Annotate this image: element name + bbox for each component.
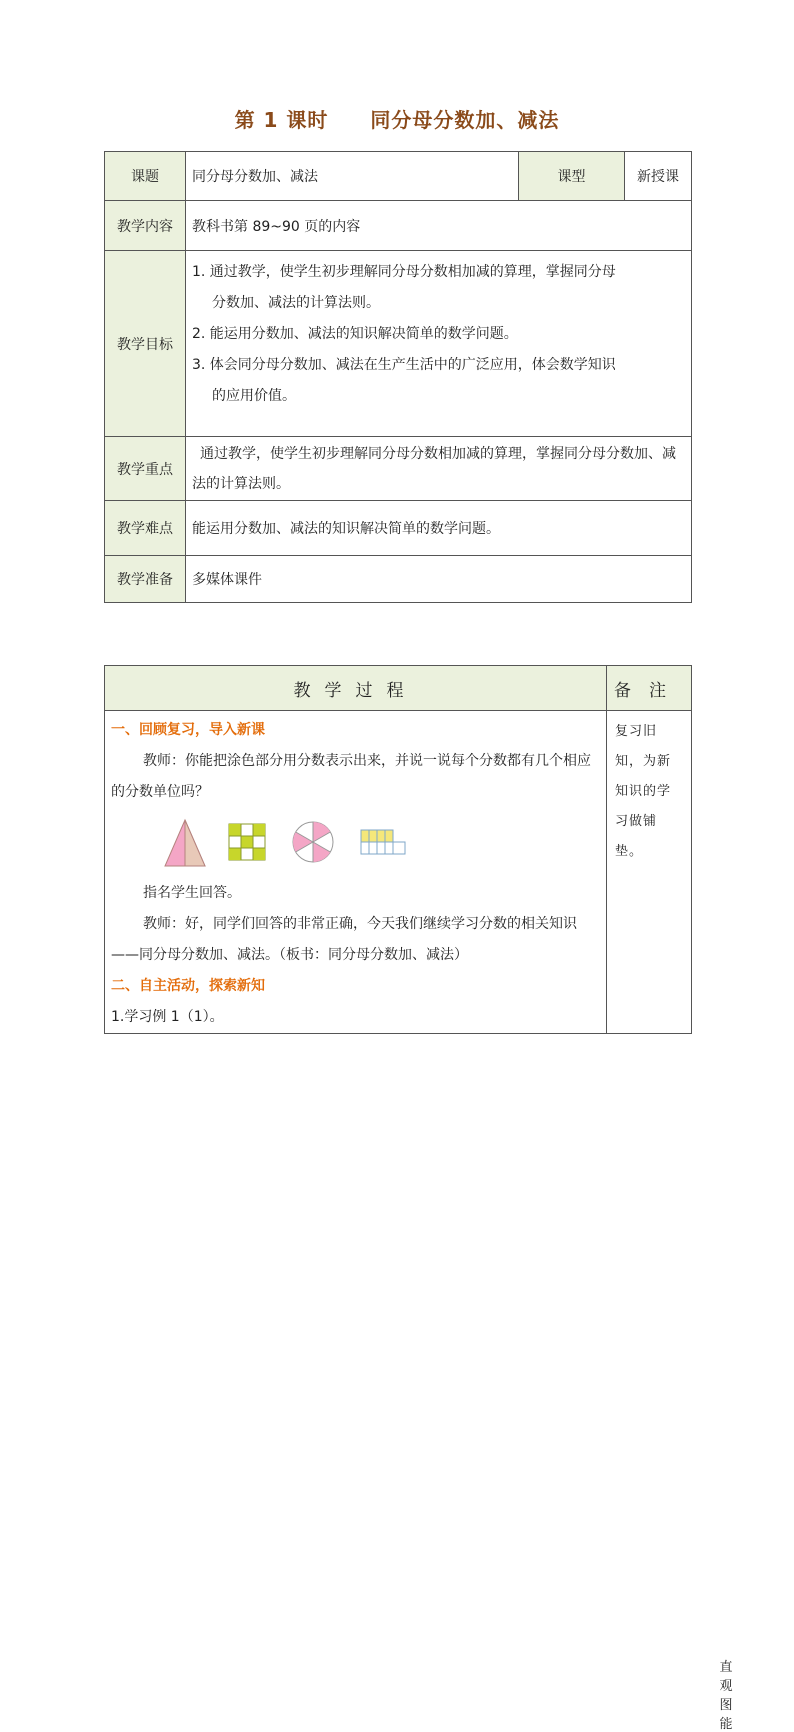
- topic-value: 同分母分数加、减法: [186, 152, 519, 201]
- prep-label: 教学准备: [105, 556, 186, 603]
- fraction-figures: [111, 808, 600, 878]
- process-body: [105, 711, 607, 1034]
- difficulty-label: 教学难点: [105, 501, 186, 556]
- row-goals: [105, 251, 692, 437]
- notes-column: [607, 711, 734, 1732]
- section-heading: 一、回顾复习，导入新课: [111, 722, 265, 738]
- paragraph: 教师：你能把涂色部分用分数表示出来，并说一说每个分数都有几个相应的分数单位吗？: [111, 753, 591, 800]
- goals-label: 教学目标: [105, 251, 186, 437]
- fraction-figures-svg: [157, 808, 417, 878]
- page-title: [0, 104, 794, 133]
- content-label: 教学内容: [105, 201, 186, 251]
- prep-value: 多媒体课件: [186, 556, 692, 603]
- lesson-title: 同分母分数加、减法: [370, 108, 560, 132]
- row-key-point: [105, 437, 692, 501]
- key-label: 教学重点: [105, 437, 186, 501]
- difficulty-value: 能运用分数加、减法的知识解决简单的数学问题。: [186, 501, 692, 556]
- key-value: 通过教学，使学生初步理解同分母分数相加减的算理，掌握同分母分数加、减法的计算法则。: [186, 437, 692, 501]
- grid-figure: [229, 824, 265, 860]
- goal-item: 1. 通过教学，使学生初步理解同分母分数相加减的算理，掌握同分母: [192, 264, 616, 280]
- note-text: 复习旧知，为新知识的学习做铺垫。: [615, 724, 672, 859]
- row-content: [105, 201, 692, 251]
- goal-item: 2. 能运用分数加、减法的知识解决简单的数学问题。: [192, 326, 518, 342]
- paragraph: 1.学习例 1（1）。: [111, 1009, 224, 1025]
- type-value: 新授课: [625, 152, 692, 201]
- notes-header: 备注: [607, 666, 692, 711]
- paragraph: 教师：好，同学们回答的非常正确，今天我们继续学习分数的相关知识——同分母分数加、减法。（板书：同分母分数加、减法）: [111, 916, 577, 963]
- note-text-continued: 直观图能: [719, 1659, 734, 1732]
- strip-figure: [361, 830, 405, 854]
- goal-item-continued: 分数加、减法的计算法则。: [212, 295, 380, 311]
- row-topic: [105, 152, 692, 201]
- row-difficulty: [105, 501, 692, 556]
- content-value: 教科书第 89~90 页的内容: [186, 201, 692, 251]
- goal-item-continued: 的应用价值。: [212, 388, 296, 404]
- section-heading: 二、自主活动，探索新知: [111, 978, 265, 994]
- row-preparation: [105, 556, 692, 603]
- process-header: 教学过程: [105, 666, 607, 711]
- circle-figure: [293, 822, 333, 862]
- teaching-process-table: [104, 665, 734, 1732]
- paragraph: 指名学生回答。: [143, 885, 241, 901]
- goals-list: [186, 251, 692, 437]
- goal-item: 3. 体会同分母分数加、减法在生产生活中的广泛应用，体会数学知识: [192, 357, 616, 373]
- topic-label: 课题: [105, 152, 186, 201]
- triangle-figure: [165, 820, 205, 866]
- lesson-number: 第 1 课时: [234, 108, 329, 132]
- lesson-info-table: [104, 151, 692, 603]
- type-label: 课型: [519, 152, 625, 201]
